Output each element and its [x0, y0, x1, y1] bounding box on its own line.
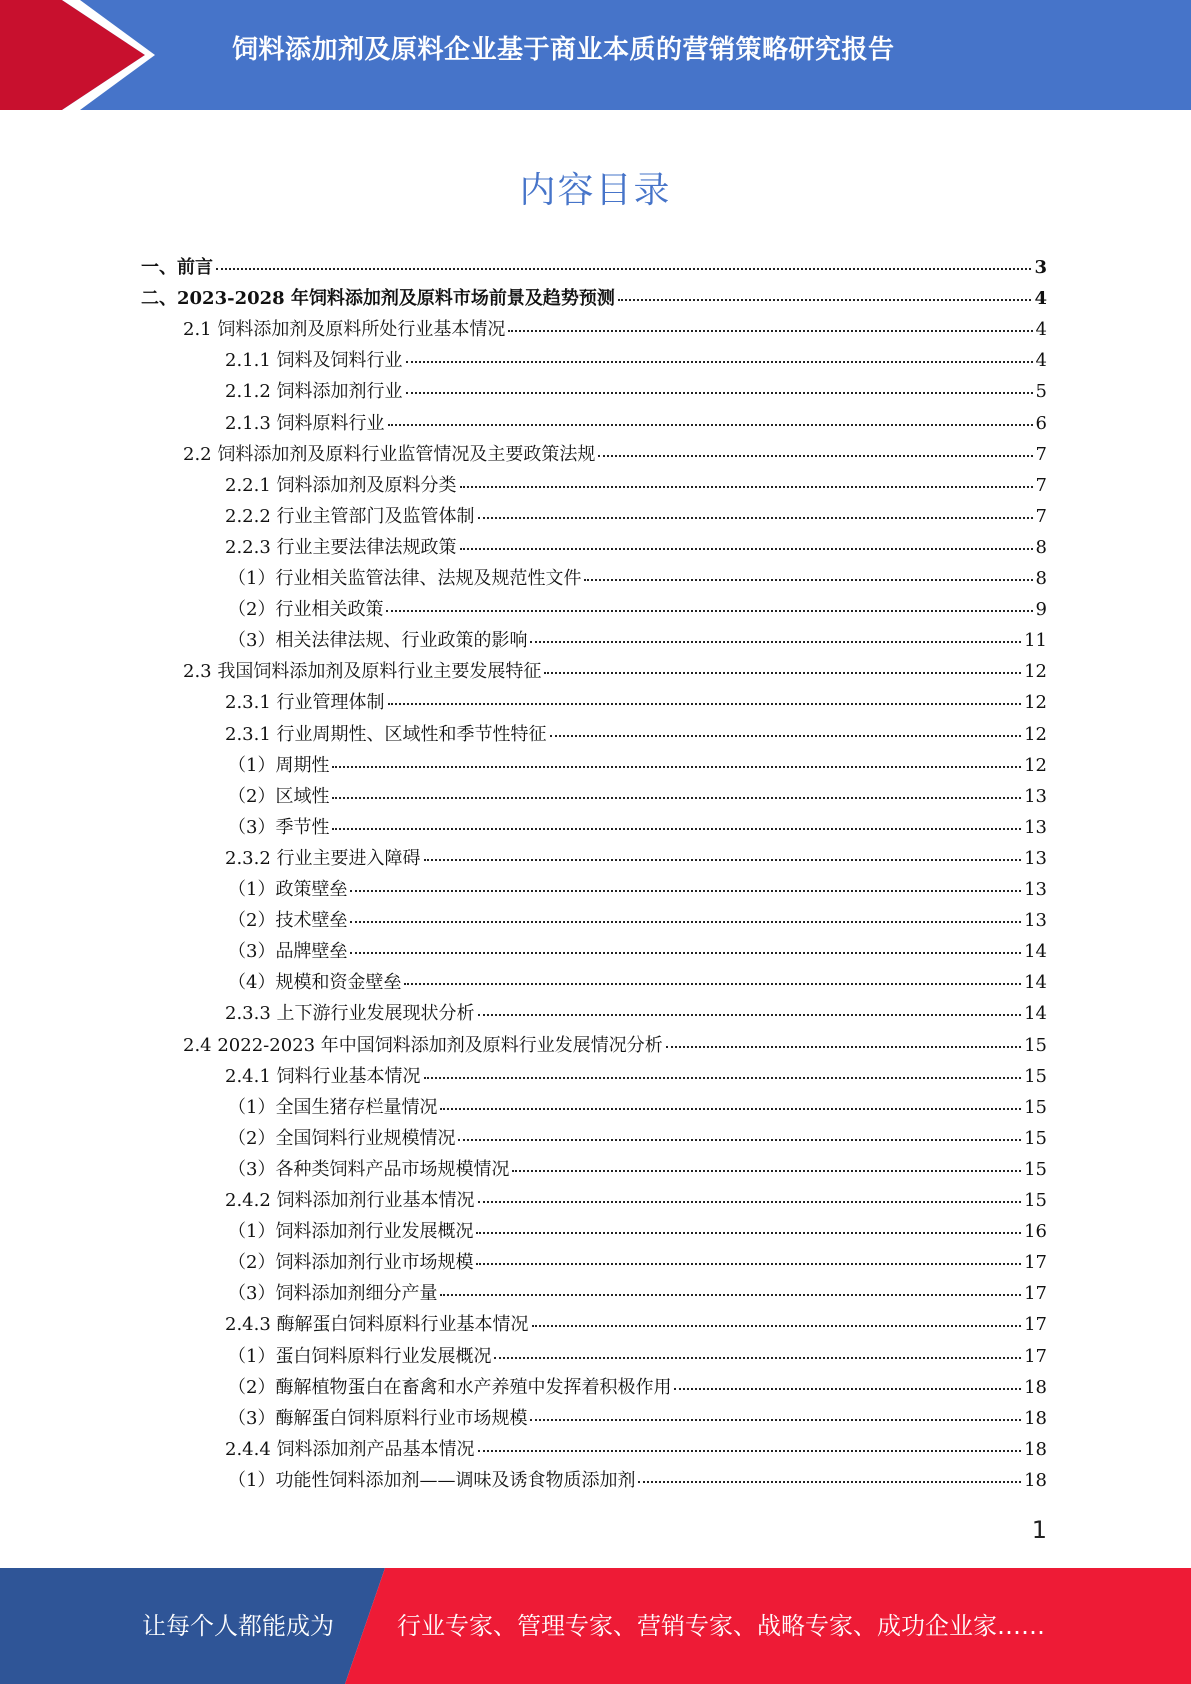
toc-dot-leader	[476, 1232, 1021, 1234]
toc-dot-leader	[508, 330, 1032, 332]
toc-dot-leader	[424, 1077, 1022, 1079]
toc-entry-title: （1）蛋白饲料原料行业发展概况	[228, 1345, 492, 1367]
toc-entry[interactable]	[183, 440, 1047, 471]
toc-entry-page: 5	[1035, 381, 1047, 403]
toc-entry[interactable]	[225, 377, 1047, 408]
toc-dot-leader	[666, 1046, 1021, 1048]
toc-entry-title: 2.3.3 上下游行业发展现状分析	[225, 1003, 475, 1025]
toc-dot-leader	[476, 1263, 1021, 1265]
toc-entry[interactable]	[228, 1342, 1047, 1373]
toc-entry-page: 8	[1035, 536, 1047, 558]
toc-entry-page: 13	[1024, 785, 1047, 807]
toc-entry-title: （3）饲料添加剂细分产量	[228, 1283, 438, 1305]
toc-entry[interactable]	[183, 315, 1047, 346]
toc-entry-title: （1）饲料添加剂行业发展概况	[228, 1221, 474, 1243]
toc-entry-title: 2.2.3 行业主要法律法规政策	[225, 536, 457, 558]
toc-dot-leader	[478, 517, 1033, 519]
toc-dot-leader	[674, 1388, 1021, 1390]
toc-entry-page: 12	[1024, 754, 1047, 776]
toc-entry[interactable]	[225, 502, 1047, 533]
toc-entry-page: 13	[1024, 847, 1047, 869]
toc-entry-page: 18	[1024, 1469, 1047, 1491]
toc-entry-title: 2.4.3 酶解蛋白饲料原料行业基本情况	[225, 1314, 529, 1336]
toc-entry-title: （3）季节性	[228, 816, 330, 838]
toc-entry[interactable]	[228, 1466, 1047, 1497]
toc-entry-title: 一、前言	[141, 257, 213, 278]
toc-entry-page: 15	[1024, 1065, 1047, 1087]
toc-dot-leader	[350, 890, 1021, 892]
toc-entry-page: 9	[1035, 599, 1047, 621]
toc-entry-page: 18	[1024, 1438, 1047, 1460]
toc-entry-page: 12	[1024, 661, 1047, 683]
toc-entry-title: 2.1.2 饲料添加剂行业	[225, 381, 403, 403]
toc-dot-leader	[332, 828, 1021, 830]
toc-dot-leader	[332, 766, 1021, 768]
toc-entry-page: 15	[1024, 1034, 1047, 1056]
toc-entry-page: 4	[1035, 319, 1047, 341]
toc-entry-page: 18	[1024, 1407, 1047, 1429]
toc-entry[interactable]	[228, 1155, 1047, 1186]
toc-entry-page: 17	[1024, 1345, 1047, 1367]
toc-entry[interactable]	[228, 751, 1047, 782]
toc-entry[interactable]	[183, 657, 1047, 688]
toc-entry-title: 2.3.2 行业主要进入障碍	[225, 847, 421, 869]
toc-entry-title: 2.3.1 行业周期性、区域性和季节性特征	[225, 723, 547, 745]
toc-dot-leader	[478, 1450, 1022, 1452]
toc-dot-leader	[512, 1170, 1021, 1172]
toc-entry[interactable]	[225, 1435, 1047, 1466]
toc-entry-page: 15	[1024, 1190, 1047, 1211]
toc-entry[interactable]	[225, 688, 1047, 719]
toc-entry-page: 13	[1024, 910, 1047, 932]
toc-dot-leader	[584, 579, 1032, 581]
toc-entry[interactable]	[228, 1248, 1047, 1279]
toc-entry[interactable]	[228, 937, 1047, 968]
page-footer	[0, 1568, 1191, 1684]
toc-entry[interactable]	[225, 533, 1047, 564]
toc-dot-leader	[532, 1325, 1022, 1327]
toc-entry-page: 15	[1024, 1158, 1047, 1180]
toc-entry-page: 7	[1035, 474, 1047, 496]
toc-entry-title: 2.2.2 行业主管部门及监管体制	[225, 505, 475, 527]
toc-entry-title: （2）行业相关政策	[228, 599, 384, 621]
toc-entry-page: 17	[1024, 1252, 1047, 1274]
toc-entry[interactable]	[225, 346, 1047, 377]
toc-dot-leader	[478, 1201, 1022, 1203]
toc-entry-title: 2.4.1 饲料行业基本情况	[225, 1065, 421, 1087]
toc-entry-title: （2）饲料添加剂行业市场规模	[228, 1252, 474, 1274]
toc-entry[interactable]	[225, 999, 1047, 1030]
toc-entry[interactable]	[225, 1186, 1047, 1217]
toc-dot-leader	[494, 1357, 1021, 1359]
toc-entry-title: （3）相关法律法规、行业政策的影响	[228, 630, 528, 652]
page-number: 1	[1031, 1516, 1047, 1544]
toc-dot-leader	[598, 455, 1032, 457]
toc-dot-leader	[460, 486, 1033, 488]
toc-dot-leader	[406, 361, 1033, 363]
toc-entry[interactable]	[228, 1217, 1047, 1248]
toc-entry[interactable]	[225, 1310, 1047, 1341]
toc-entry-title: 2.1 饲料添加剂及原料所处行业基本情况	[183, 319, 506, 341]
toc-entry-page: 12	[1024, 723, 1047, 745]
toc-entry-title: （1）周期性	[228, 754, 330, 776]
toc-entry-page: 15	[1024, 1127, 1047, 1149]
toc-entry[interactable]	[228, 1404, 1047, 1435]
toc-entry-page: 14	[1024, 941, 1047, 963]
toc-dot-leader	[216, 268, 1031, 270]
toc-entry-page: 17	[1024, 1314, 1047, 1336]
toc-entry-title: （3）品牌壁垒	[228, 941, 348, 963]
toc-entry-page: 15	[1024, 1096, 1047, 1118]
toc-entry[interactable]	[228, 875, 1047, 906]
toc-entry-title: （1）全国生猪存栏量情况	[228, 1096, 438, 1118]
footer-slogan-left: 让每个人都能成为	[142, 1612, 334, 1640]
toc-entry[interactable]	[228, 968, 1047, 999]
toc-entry-title: 2.1.1 饲料及饲料行业	[225, 350, 403, 372]
toc-entry-title: 2.3.1 行业管理体制	[225, 692, 385, 714]
toc-entry[interactable]	[228, 1093, 1047, 1124]
toc-entry-page: 4	[1034, 288, 1047, 310]
toc-entry[interactable]	[228, 595, 1047, 626]
toc-dot-leader	[460, 548, 1033, 550]
toc-entry-title: 2.4 2022-2023 年中国饲料添加剂及原料行业发展情况分析	[183, 1034, 663, 1056]
toc-dot-leader	[544, 672, 1021, 674]
toc-entry[interactable]	[228, 626, 1047, 657]
toc-entry-title: （2）技术壁垒	[228, 910, 348, 932]
toc-dot-leader	[618, 299, 1032, 301]
toc-dot-leader	[440, 1108, 1021, 1110]
toc-entry[interactable]	[225, 720, 1047, 751]
toc-entry[interactable]	[228, 1279, 1047, 1310]
toc-entry-title: （1）功能性饲料添加剂——调味及诱食物质添加剂	[228, 1469, 636, 1491]
toc-entry-page: 17	[1024, 1283, 1047, 1305]
toc-entry[interactable]	[225, 844, 1047, 875]
toc-entry-title: （3）各种类饲料产品市场规模情况	[228, 1158, 510, 1180]
toc-entry-page: 4	[1035, 350, 1047, 372]
page-header	[0, 0, 1191, 110]
toc-entry-page: 16	[1024, 1221, 1047, 1243]
toc-entry[interactable]	[228, 906, 1047, 937]
toc-entry-page: 3	[1034, 257, 1047, 278]
toc-entry[interactable]	[228, 1373, 1047, 1404]
toc-entry-title: （4）规模和资金壁垒	[228, 972, 402, 994]
toc-entry-title: 2.2.1 饲料添加剂及原料分类	[225, 474, 457, 496]
toc-dot-leader	[478, 1014, 1022, 1016]
toc-entry-page: 13	[1024, 816, 1047, 838]
header-arrow-decoration	[0, 0, 240, 110]
toc-dot-leader	[440, 1294, 1021, 1296]
report-title: 饲料添加剂及原料企业基于商业本质的营销策略研究报告	[232, 35, 895, 65]
toc-entry-page: 14	[1024, 972, 1047, 994]
toc-dot-leader	[638, 1481, 1021, 1483]
toc-entry-title: （2）全国饲料行业规模情况	[228, 1127, 456, 1149]
toc-entry-page: 11	[1024, 630, 1047, 652]
toc-entry-title: 2.4.4 饲料添加剂产品基本情况	[225, 1438, 475, 1460]
toc-dot-leader	[332, 797, 1021, 799]
toc-dot-leader	[350, 952, 1021, 954]
toc-dot-leader	[530, 641, 1021, 643]
toc-entry-title: 2.2 饲料添加剂及原料行业监管情况及主要政策法规	[183, 443, 596, 465]
toc-entry[interactable]	[183, 1031, 1047, 1062]
toc-entry-title: （1）行业相关监管法律、法规及规范性文件	[228, 568, 582, 589]
toc-entry-title: 2.4.2 饲料添加剂行业基本情况	[225, 1190, 475, 1211]
toc-dot-leader	[350, 921, 1021, 923]
toc-entry-page: 14	[1024, 1003, 1047, 1025]
toc-entry[interactable]	[228, 564, 1047, 595]
toc-entry-page: 13	[1024, 879, 1047, 900]
footer-slogan-right: 行业专家、管理专家、营销专家、战略专家、成功企业家……	[397, 1612, 1045, 1640]
toc-entry-page: 18	[1024, 1376, 1047, 1398]
toc-dot-leader	[386, 610, 1032, 612]
toc-entry-page: 12	[1024, 692, 1047, 714]
toc-dot-leader	[458, 1139, 1021, 1141]
toc-entry[interactable]	[141, 253, 1047, 284]
toc-entry-title: 2.3 我国饲料添加剂及原料行业主要发展特征	[183, 661, 542, 683]
toc-entry-page: 6	[1035, 412, 1047, 434]
toc-dot-leader	[424, 859, 1022, 861]
toc-entry[interactable]	[228, 813, 1047, 844]
toc-dot-leader	[406, 392, 1033, 394]
toc-dot-leader	[388, 703, 1022, 705]
toc-entry[interactable]	[228, 782, 1047, 813]
toc-heading: 内容目录	[519, 170, 672, 211]
toc-entry-title: （1）政策壁垒	[228, 879, 348, 900]
toc-dot-leader	[388, 424, 1033, 426]
toc-dot-leader	[530, 1419, 1021, 1421]
toc-entry-title: 二、2023-2028 年饲料添加剂及原料市场前景及趋势预测	[141, 288, 615, 310]
toc-entry[interactable]	[141, 284, 1047, 315]
toc-entry-page: 8	[1035, 568, 1047, 589]
toc-entry[interactable]	[228, 1124, 1047, 1155]
toc-entry[interactable]	[225, 1062, 1047, 1093]
toc-dot-leader	[550, 735, 1022, 737]
toc-entry-page: 7	[1035, 505, 1047, 527]
toc-entry-page: 7	[1035, 443, 1047, 465]
toc-entry-title: （2）酶解植物蛋白在畜禽和水产养殖中发挥着积极作用	[228, 1376, 672, 1398]
toc-entry-title: （2）区域性	[228, 785, 330, 807]
toc-entry-title: 2.1.3 饲料原料行业	[225, 412, 385, 434]
toc-dot-leader	[404, 983, 1021, 985]
toc-entry-title: （3）酶解蛋白饲料原料行业市场规模	[228, 1407, 528, 1429]
toc-entry[interactable]	[225, 471, 1047, 502]
toc-entry[interactable]	[225, 409, 1047, 440]
